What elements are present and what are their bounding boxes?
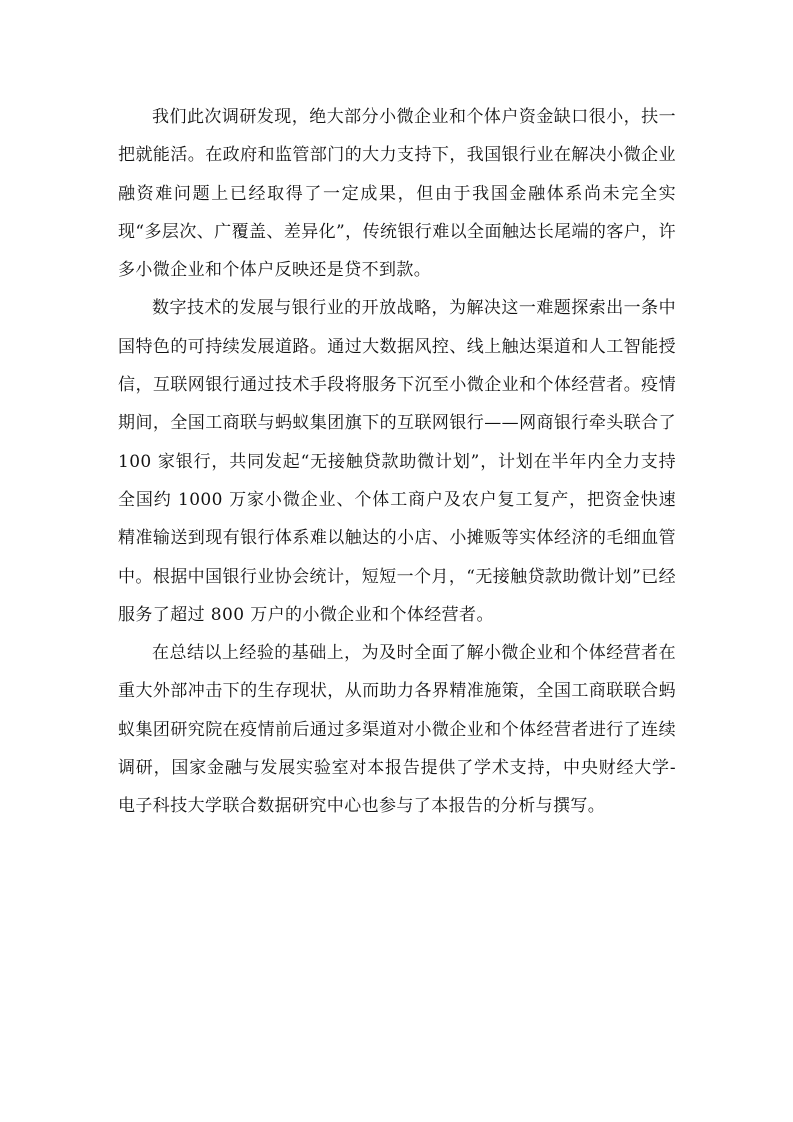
paragraph-2: 数字技术的发展与银行业的开放战略，为解决这一难题探索出一条中国特色的可持续发展道路。通过大数据风控、线上触达渠道和人工智能授信，互联网银行通过技术手段将服务下沉至小微企业和个体经营者。疫情期间，全国工商联与蚂蚁集团旗下的互联网银行——网商银行牵头联合了 100 家银行，共同发起“无接触贷款助微计划”，计划在半年内全力支持全国约 1000 万家小微企业、个体工商户及农户复工复产，把资金快速精准输送到现有银行体系难以触达的小店、小摊贩等实体经济的毛细血管中。根据中国银行业协会统计，短短一个月，“无接触贷款助微计划”已经服务了超过 800 万户的小微企业和个体经营者。 bbox=[118, 298, 676, 625]
paragraph-1: 我们此次调研发现，绝大部分小微企业和个体户资金缺口很小，扶一把就能活。在政府和监管部门的大力支持下，我国银行业在解决小微企业融资难问题上已经取得了一定成果，但由于我国金融体系尚未完全实现“多层次、广覆盖、差异化”，传统银行难以全面触达长尾端的客户，许多小微企业和个体户反映还是贷不到款。 bbox=[118, 107, 676, 281]
document-page bbox=[118, 98, 676, 826]
paragraph-3: 在总结以上经验的基础上，为及时全面了解小微企业和个体经营者在重大外部冲击下的生存现状，从而助力各界精准施策，全国工商联联合蚂蚁集团研究院在疫情前后通过多渠道对小微企业和个体经营者进行了连续调研，国家金融与发展实验室对本报告提供了学术支持，中央财经大学-电子科技大学联合数据研究中心也参与了本报告的分析与撰写。 bbox=[118, 643, 676, 817]
